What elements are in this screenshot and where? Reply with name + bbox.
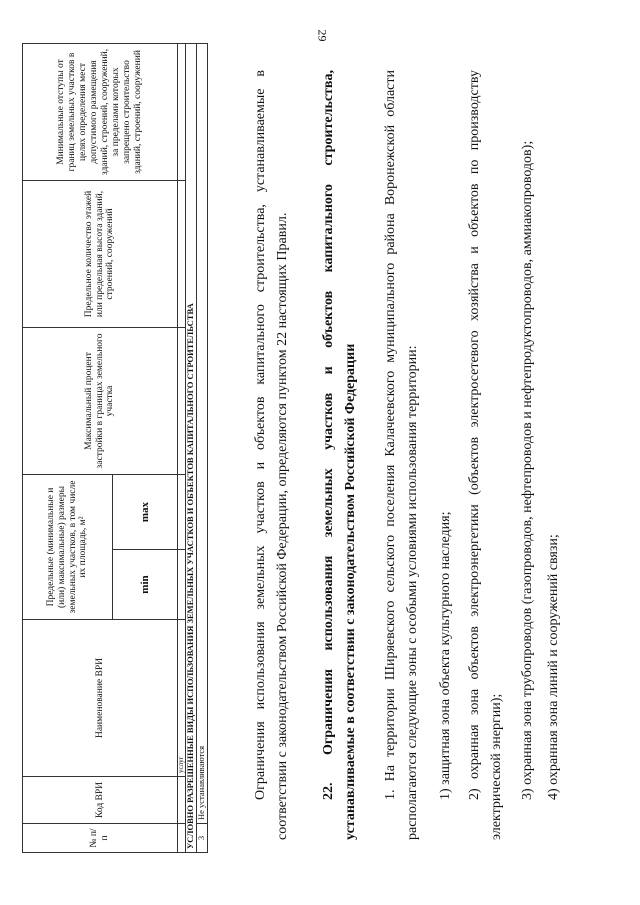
header-min: min — [113, 550, 178, 620]
section-22-title: Ограничения использования земельных участков и объектов капитального строительства, устанавливаемые в соответствии с законодательством Российской Федерации — [321, 70, 358, 840]
row-3-num: 3 — [197, 824, 208, 853]
paragraph-restrictions: Ограничения использования земельных участков и объектов капитального строительства, устанавливаемые в соответствии с законодательством Российской Федерации, определяются пунктом 22 настоящих Правил. — [253, 70, 290, 840]
header-limits: Предельные (минимальные и (или) максимальные) размеры земельных участков, в том числе их площадь, м² — [23, 475, 113, 620]
list-item: 2) охранная зона объектов электроэнергетики (объектов электросетевого хозяйства и объектов по производству электрической энергии); — [467, 70, 504, 840]
section-22-number: 22. — [321, 782, 336, 800]
header-num: № п/п — [23, 824, 178, 853]
header-name: Наименование ВРИ — [23, 620, 178, 777]
section-title: УСЛОВНО РАЗРЕШЕННЫЕ ВИДЫ ИСПОЛЬЗОВАНИЯ ЗЕМЕЛЬНЫХ УЧАСТКОВ И ОБЪЕКТОВ КАПИТАЛЬНОГО СТРОИТЕЛЬСТВА — [186, 44, 197, 853]
header-max: max — [113, 475, 178, 550]
list-item: 1) защитная зона объекта культурного наследия; — [438, 511, 453, 800]
zoning-table — [22, 43, 208, 853]
list-item: 4) охранная зона линий и сооружений связи; — [546, 534, 561, 800]
list-item: 3) охранная зона трубопроводов (газопроводов, нефтепроводов и нефтепродуктопроводов, аммиакопроводов); — [520, 140, 535, 800]
row-3-text: Не устанавливаются — [197, 44, 208, 824]
header-max-percent: Максимальный процент застройки в границах земельного участка — [23, 328, 178, 475]
header-code: Код ВРИ — [23, 777, 178, 824]
cont-text: услуг — [178, 620, 186, 777]
header-setbacks: Минимальные отступы от границ земельных участков в целях определения мест допустимого размещения зданий, строений, сооружений, за пределами которых запрещено строительство зданий, строений, сооружений — [23, 44, 178, 181]
paragraph-zones-intro: 1. На территории Ширяевского сельского поселения Калачеевского муниципального района Воронежской области располагаются следующие зоны с особыми условиями использования территории: — [383, 70, 420, 840]
section-22-heading — [318, 70, 361, 840]
page-number: 29 — [315, 29, 330, 42]
header-floors: Предельное количество этажей или предельная высота зданий, строений, сооружений — [23, 181, 178, 328]
